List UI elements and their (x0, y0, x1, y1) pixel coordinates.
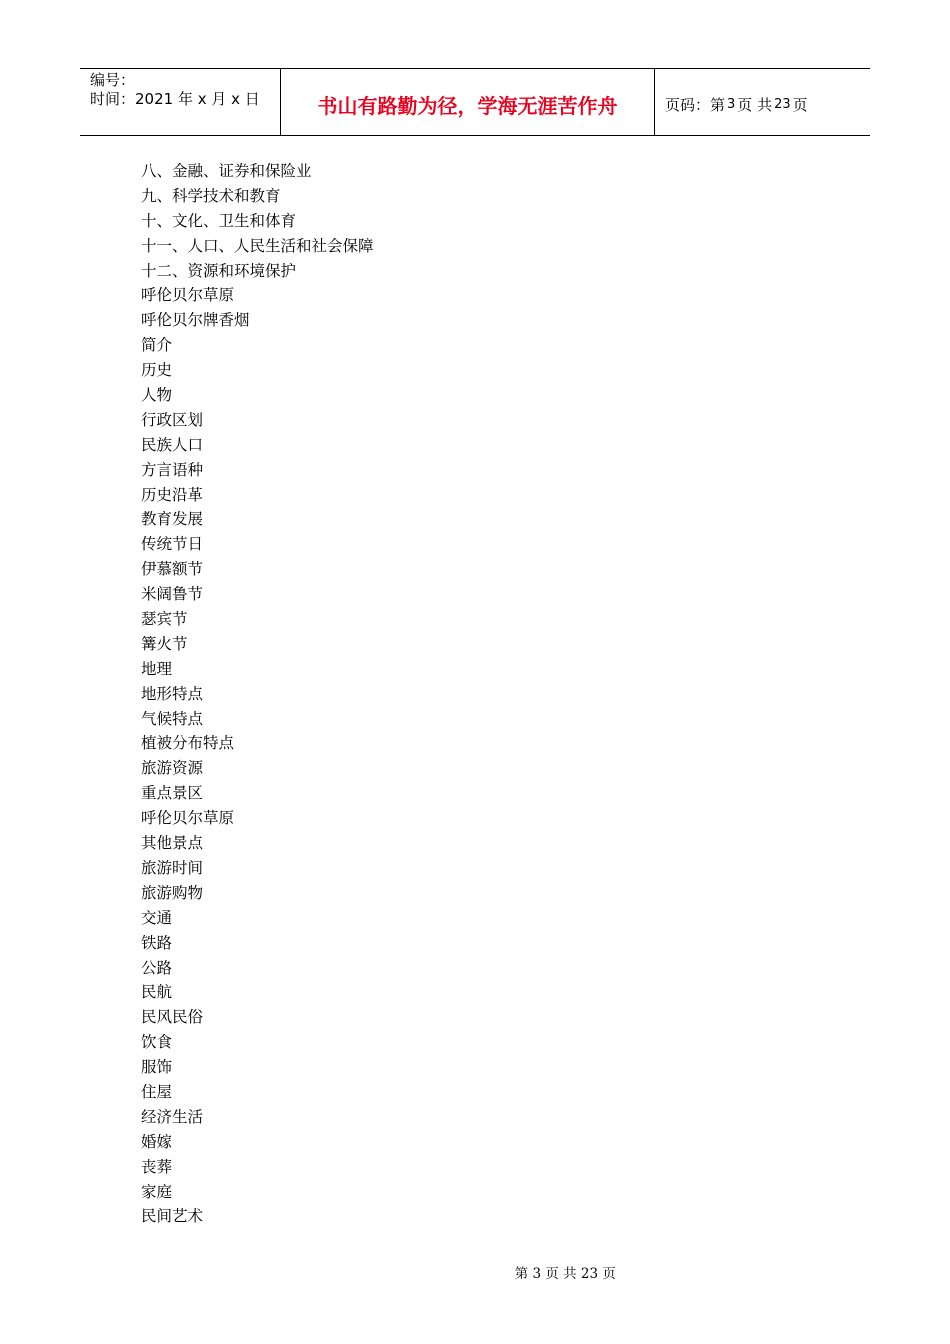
list-item: 其他景点 (141, 834, 204, 853)
list-item: 方言语种 (141, 460, 204, 479)
list-item: 民风民俗 (141, 1008, 204, 1027)
list-item: 家庭 (141, 1182, 173, 1201)
list-item: 篝火节 (141, 634, 188, 653)
list-item: 铁路 (141, 933, 173, 952)
page-footer (0, 1246, 950, 1282)
list-item: 公路 (141, 958, 173, 977)
page-current: 3 (727, 96, 736, 112)
list-item: 丧葬 (141, 1157, 173, 1176)
document-date: 时间：2021 年 x 月 x 日 (90, 90, 260, 108)
list-item: 饮食 (141, 1033, 173, 1052)
page-total: 23 (774, 96, 791, 112)
list-item: 气候特点 (141, 709, 204, 728)
header-motto-cell (281, 69, 655, 135)
list-item: 十二、资源和环境保护 (141, 261, 297, 280)
page-mid: 页 共 (737, 95, 773, 114)
list-item: 九、科学技术和教育 (141, 186, 281, 205)
list-item: 交通 (141, 908, 173, 927)
list-item: 伊慕额节 (141, 560, 204, 579)
list-item: 十、文化、卫生和体育 (141, 211, 297, 230)
list-item: 瑟宾节 (141, 610, 188, 629)
header-page-info (655, 69, 870, 135)
page-header (80, 68, 870, 136)
list-item: 民航 (141, 983, 173, 1002)
footer-page-number: 第 3 页 共 23 页 (514, 1266, 616, 1282)
document-code-label: 编号： (90, 71, 136, 89)
header-meta (80, 69, 281, 135)
list-item: 简介 (141, 336, 173, 355)
list-item: 重点景区 (141, 784, 204, 803)
list-item: 住屋 (141, 1082, 173, 1101)
list-item: 婚嫁 (141, 1132, 173, 1151)
list-item: 传统节日 (141, 535, 204, 554)
list-item: 八、金融、证券和保险业 (141, 162, 312, 180)
list-item: 民间艺术 (141, 1207, 204, 1226)
list-item: 旅游时间 (141, 858, 204, 877)
list-item: 呼伦贝尔草原 (141, 286, 235, 305)
table-of-contents (141, 159, 791, 1229)
list-item: 经济生活 (141, 1107, 204, 1126)
list-item: 呼伦贝尔牌香烟 (141, 311, 250, 330)
list-item: 民族人口 (141, 435, 204, 454)
list-item: 行政区划 (141, 410, 204, 429)
list-item: 呼伦贝尔草原 (141, 809, 235, 828)
list-item: 服饰 (141, 1058, 173, 1077)
list-item: 旅游购物 (141, 883, 204, 902)
list-item: 历史沿革 (141, 485, 204, 504)
list-item: 植被分布特点 (141, 734, 235, 753)
list-item: 人物 (141, 386, 173, 405)
motto-text: 书山有路勤为径，学海无涯苦作舟 (317, 93, 618, 118)
list-item: 地形特点 (141, 684, 204, 703)
list-item: 地理 (141, 659, 173, 678)
list-item: 教育发展 (141, 510, 204, 529)
page-suffix: 页 (792, 95, 808, 114)
page-prefix: 页码：第 (665, 95, 726, 114)
list-item: 旅游资源 (141, 759, 204, 778)
list-item: 十一、人口、人民生活和社会保障 (141, 236, 374, 255)
list-item: 历史 (141, 361, 173, 380)
list-item: 米阔鲁节 (141, 585, 204, 604)
